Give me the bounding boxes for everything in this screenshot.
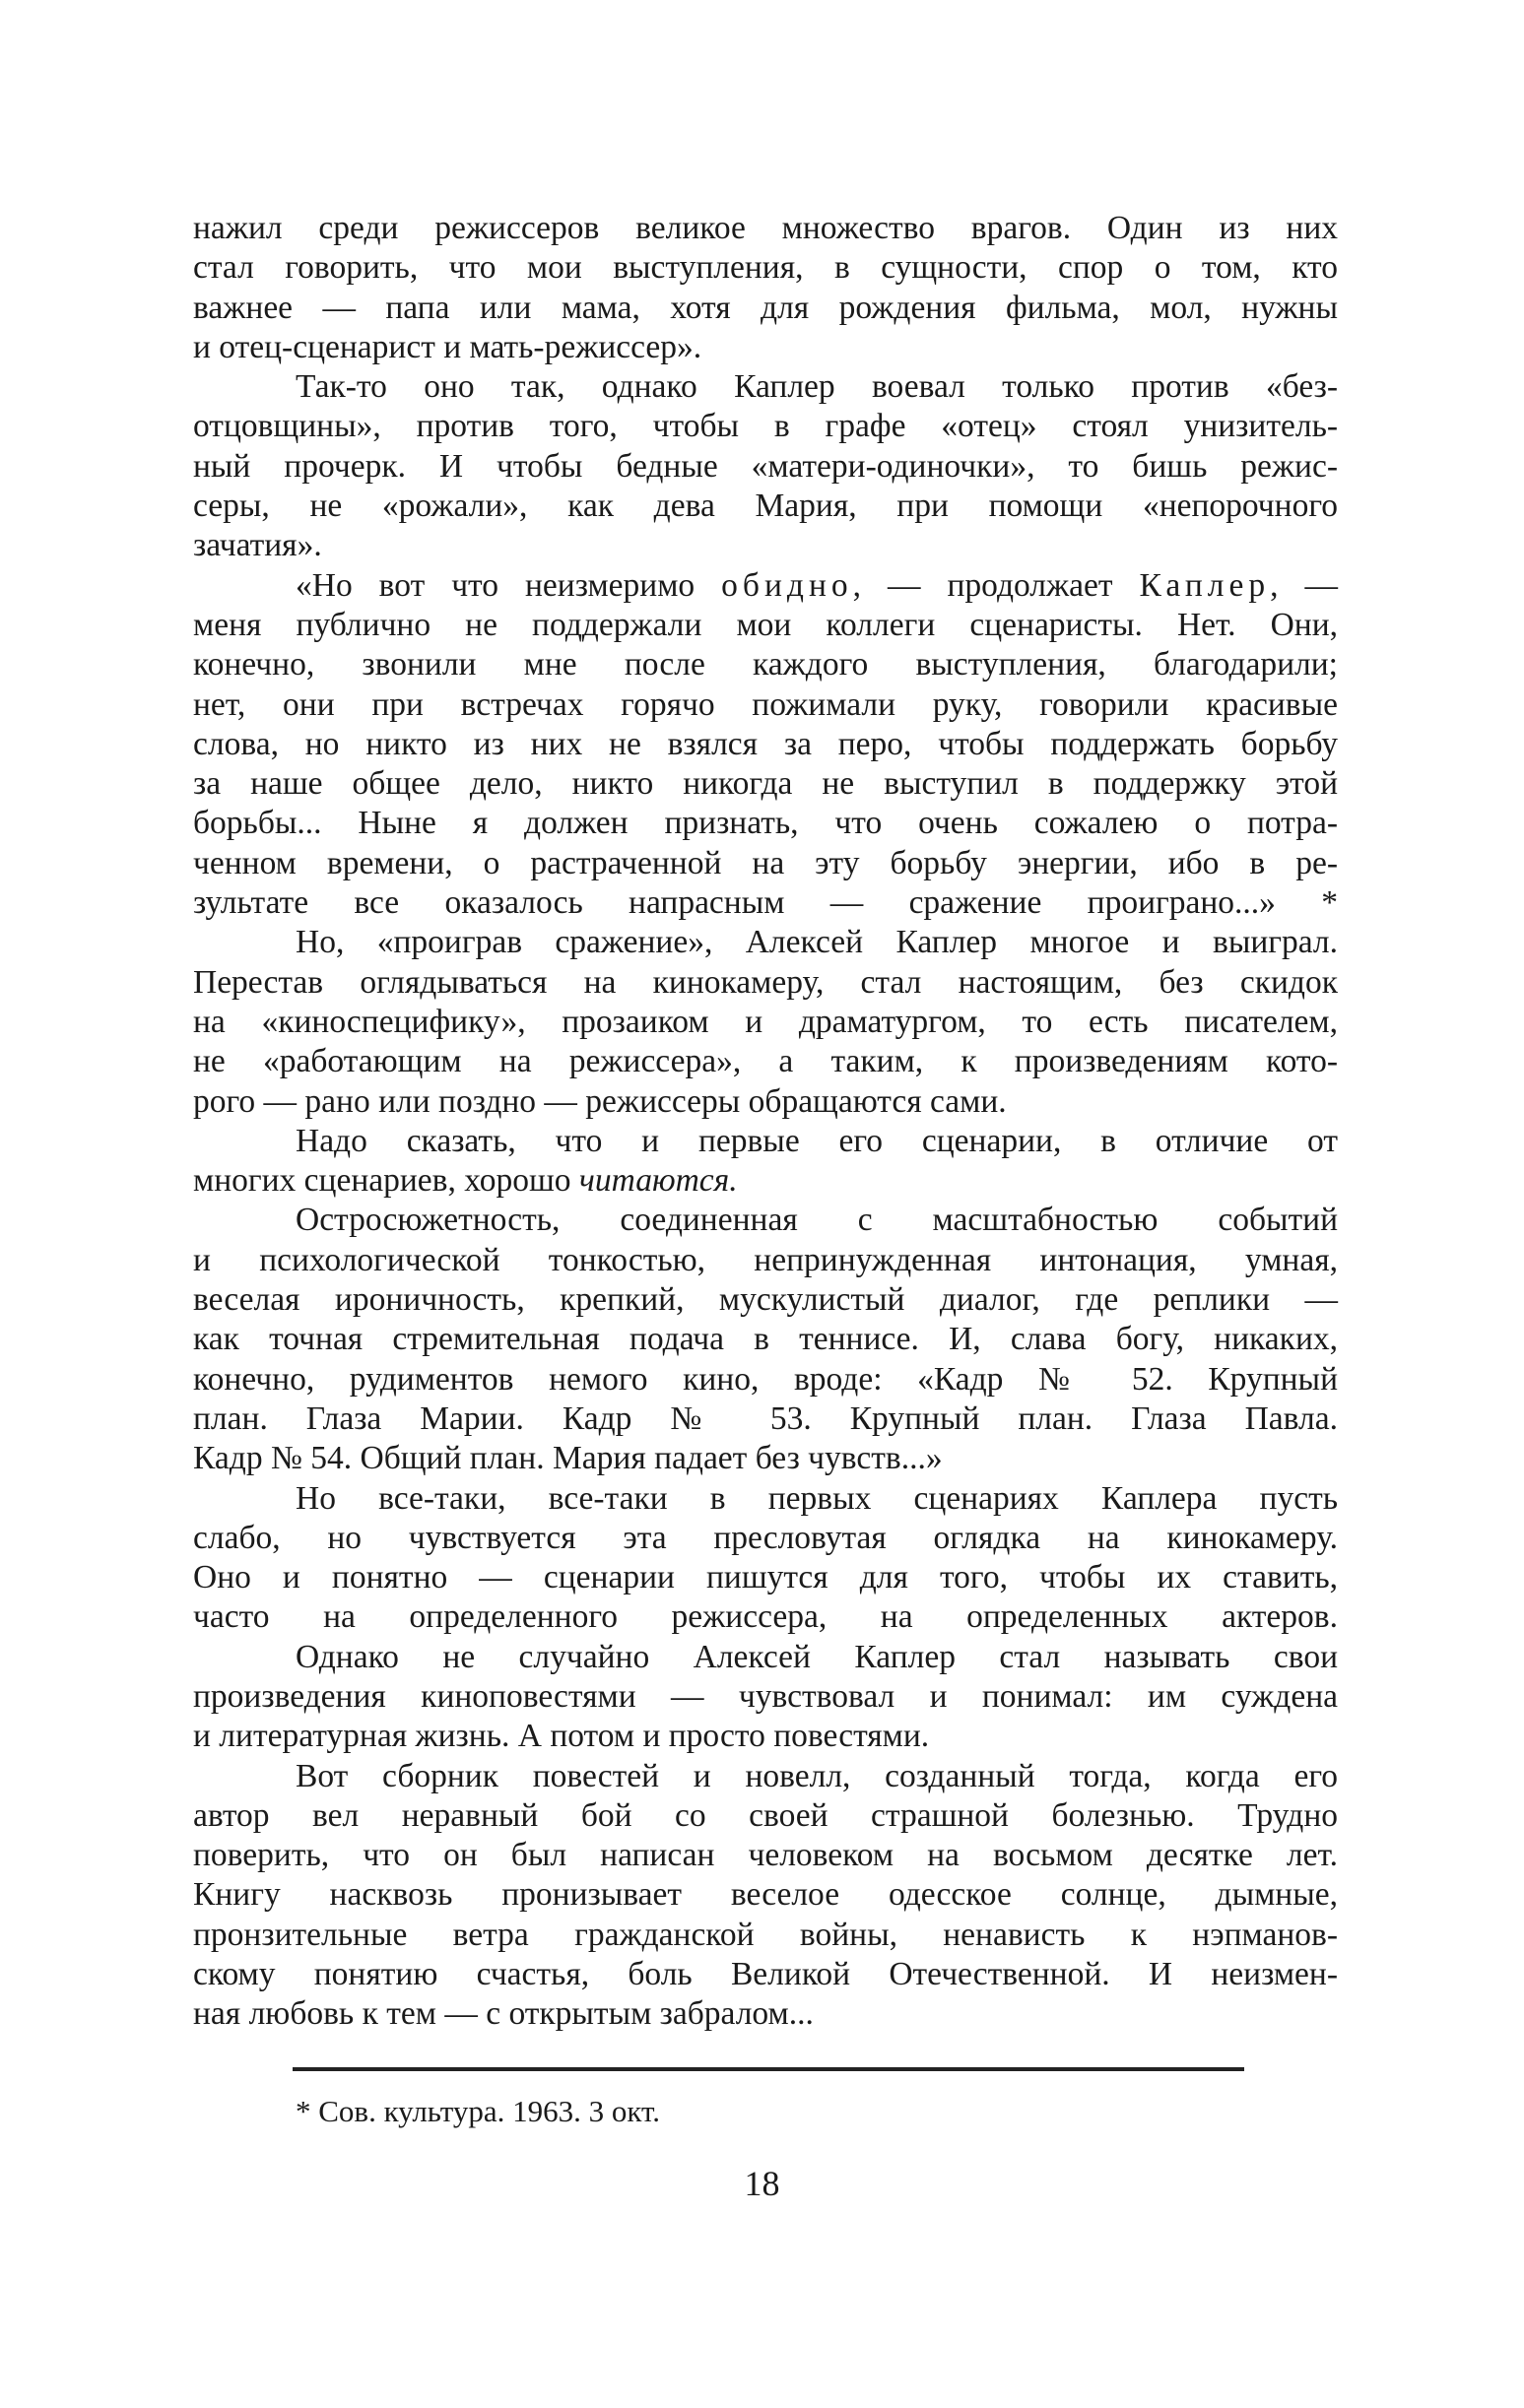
text-line: Однако не случайно Алексей Каплер стал называть свои (296, 1638, 1338, 1675)
text-line: конечно, рудиментов немого кино, вроде: «Кадр № 52. Крупный (193, 1360, 1338, 1398)
text-line: меня публично не поддержали мои коллеги сценаристы. Нет. Они, (193, 606, 1338, 643)
text-line: «Но вот что неизмеримо обидно, — продолжает Каплер, — (296, 566, 1338, 604)
text-line: Так-то оно так, однако Каплер воевал только против «без- (296, 368, 1338, 406)
text-line: и литературная жизнь. А потом и просто повестями. (193, 1718, 930, 1755)
text-line: зачатия». (193, 527, 322, 564)
text-line: как точная стремительная подача в теннисе. И, слава богу, никаких, (193, 1321, 1338, 1358)
text-line: конечно, звонили мне после каждого выступления, благодарили; (193, 646, 1338, 683)
spaced-emphasis: Каплер (1139, 566, 1271, 604)
text-line: Остросюжетность, соединенная с масштабностью событий (296, 1202, 1338, 1239)
text-line: и отец-сценарист и мать-режиссер». (193, 328, 702, 365)
text-line: часто на определенного режиссера, на определенных актеров. (193, 1598, 1338, 1636)
text-line: рого — рано или поздно — режиссеры обращаются сами. (193, 1082, 1007, 1120)
text-line: Книгу насквозь пронизывает веселое одесское солнце, дымные, (193, 1876, 1338, 1914)
text-line: Но, «проиграв сражение», Алексей Каплер многое и выиграл. (296, 924, 1338, 961)
text-line: борьбы... Ныне я должен признать, что очень сожалею о потра- (193, 805, 1338, 842)
text-line: план. Глаза Марии. Кадр № 53. Крупный план. Глаза Павла. (193, 1399, 1338, 1437)
text-line: веселая ироничность, крепкий, мускулистый диалог, где реплики — (193, 1281, 1338, 1319)
text-line: Перестав оглядываться на кинокамеру, стал настоящим, без скидок (193, 963, 1338, 1001)
text-line: многих сценариев, хорошо читаются. (193, 1162, 738, 1200)
text-line: стал говорить, что мои выступления, в сущности, спор о том, кто (193, 249, 1338, 287)
text-line: Но все-таки, все-таки в первых сценариях Каплера пусть (296, 1479, 1338, 1517)
text-line: и психологической тонкостью, непринужденная интонация, умная, (193, 1241, 1338, 1278)
footnote: * Сов. культура. 1963. 3 окт. (296, 2094, 661, 2128)
page-number: 18 (744, 2164, 780, 2203)
text-line: серы, не «рожали», как дева Мария, при помощи «непорочного (193, 488, 1338, 525)
italic-emphasis: читаются. (578, 1162, 738, 1200)
text-line: произведения киноповестями — чувствовал и понимал: им суждена (193, 1677, 1338, 1715)
text-line: важнее — папа или мама, хотя для рождения фильма, мол, нужны (193, 289, 1338, 326)
text-line: Надо сказать, что и первые его сценарии, в отличие от (296, 1122, 1338, 1159)
text-line: поверить, что он был написан человеком на восьмом десятке лет. (193, 1837, 1338, 1874)
text-line: пронзительные ветра гражданской войны, ненависть к нэпманов- (193, 1916, 1338, 1953)
text-line: ный прочерк. И чтобы бедные «матери-одиночки», то бишь режис- (193, 447, 1338, 485)
text-line: нажил среди режиссеров великое множество врагов. Один из них (193, 210, 1338, 246)
text-line: на «киноспецифику», прозаиком и драматургом, то есть писателем, (193, 1003, 1338, 1040)
text-line: слабо, но чувствуется эта пресловутая оглядка на кинокамеру. (193, 1519, 1338, 1556)
body-text (193, 209, 1338, 2035)
text-line: отцовщины», против того, чтобы в графе «отец» стоял унизитель- (193, 408, 1338, 445)
text-line: ная любовь к тем — с открытым забралом... (193, 1995, 814, 2033)
text-line: скому понятию счастья, боль Великой Отечественной. И неизмен- (193, 1956, 1338, 1993)
text-line: слова, но никто из них не взялся за перо, чтобы поддержать борьбу (193, 725, 1338, 762)
spaced-emphasis: обидно (721, 566, 853, 604)
footnote-separator (293, 2067, 1244, 2071)
text-line: Оно и понятно — сценарии пишутся для того, чтобы их ставить, (193, 1559, 1338, 1596)
text-line: не «работающим на режиссера», а таким, к произведениям кото- (193, 1043, 1338, 1080)
text-line: зультате все оказалось напрасным — сражение проиграно...» * (193, 884, 1338, 922)
text-line: Кадр № 54. Общий план. Мария падает без чувств...» (193, 1440, 943, 1477)
text-line: за наше общее дело, никто никогда не выступил в поддержку этой (193, 765, 1338, 803)
text-line: нет, они при встречах горячо пожимали руку, говорили красивые (193, 685, 1338, 723)
text-line: ченном времени, о растраченной на эту борьбу энергии, ибо в ре- (193, 844, 1338, 881)
text-line: автор вел неравный бой со своей страшной болезнью. Трудно (193, 1796, 1338, 1834)
text-line: Вот сборник повестей и новелл, созданный тогда, когда его (296, 1757, 1338, 1794)
